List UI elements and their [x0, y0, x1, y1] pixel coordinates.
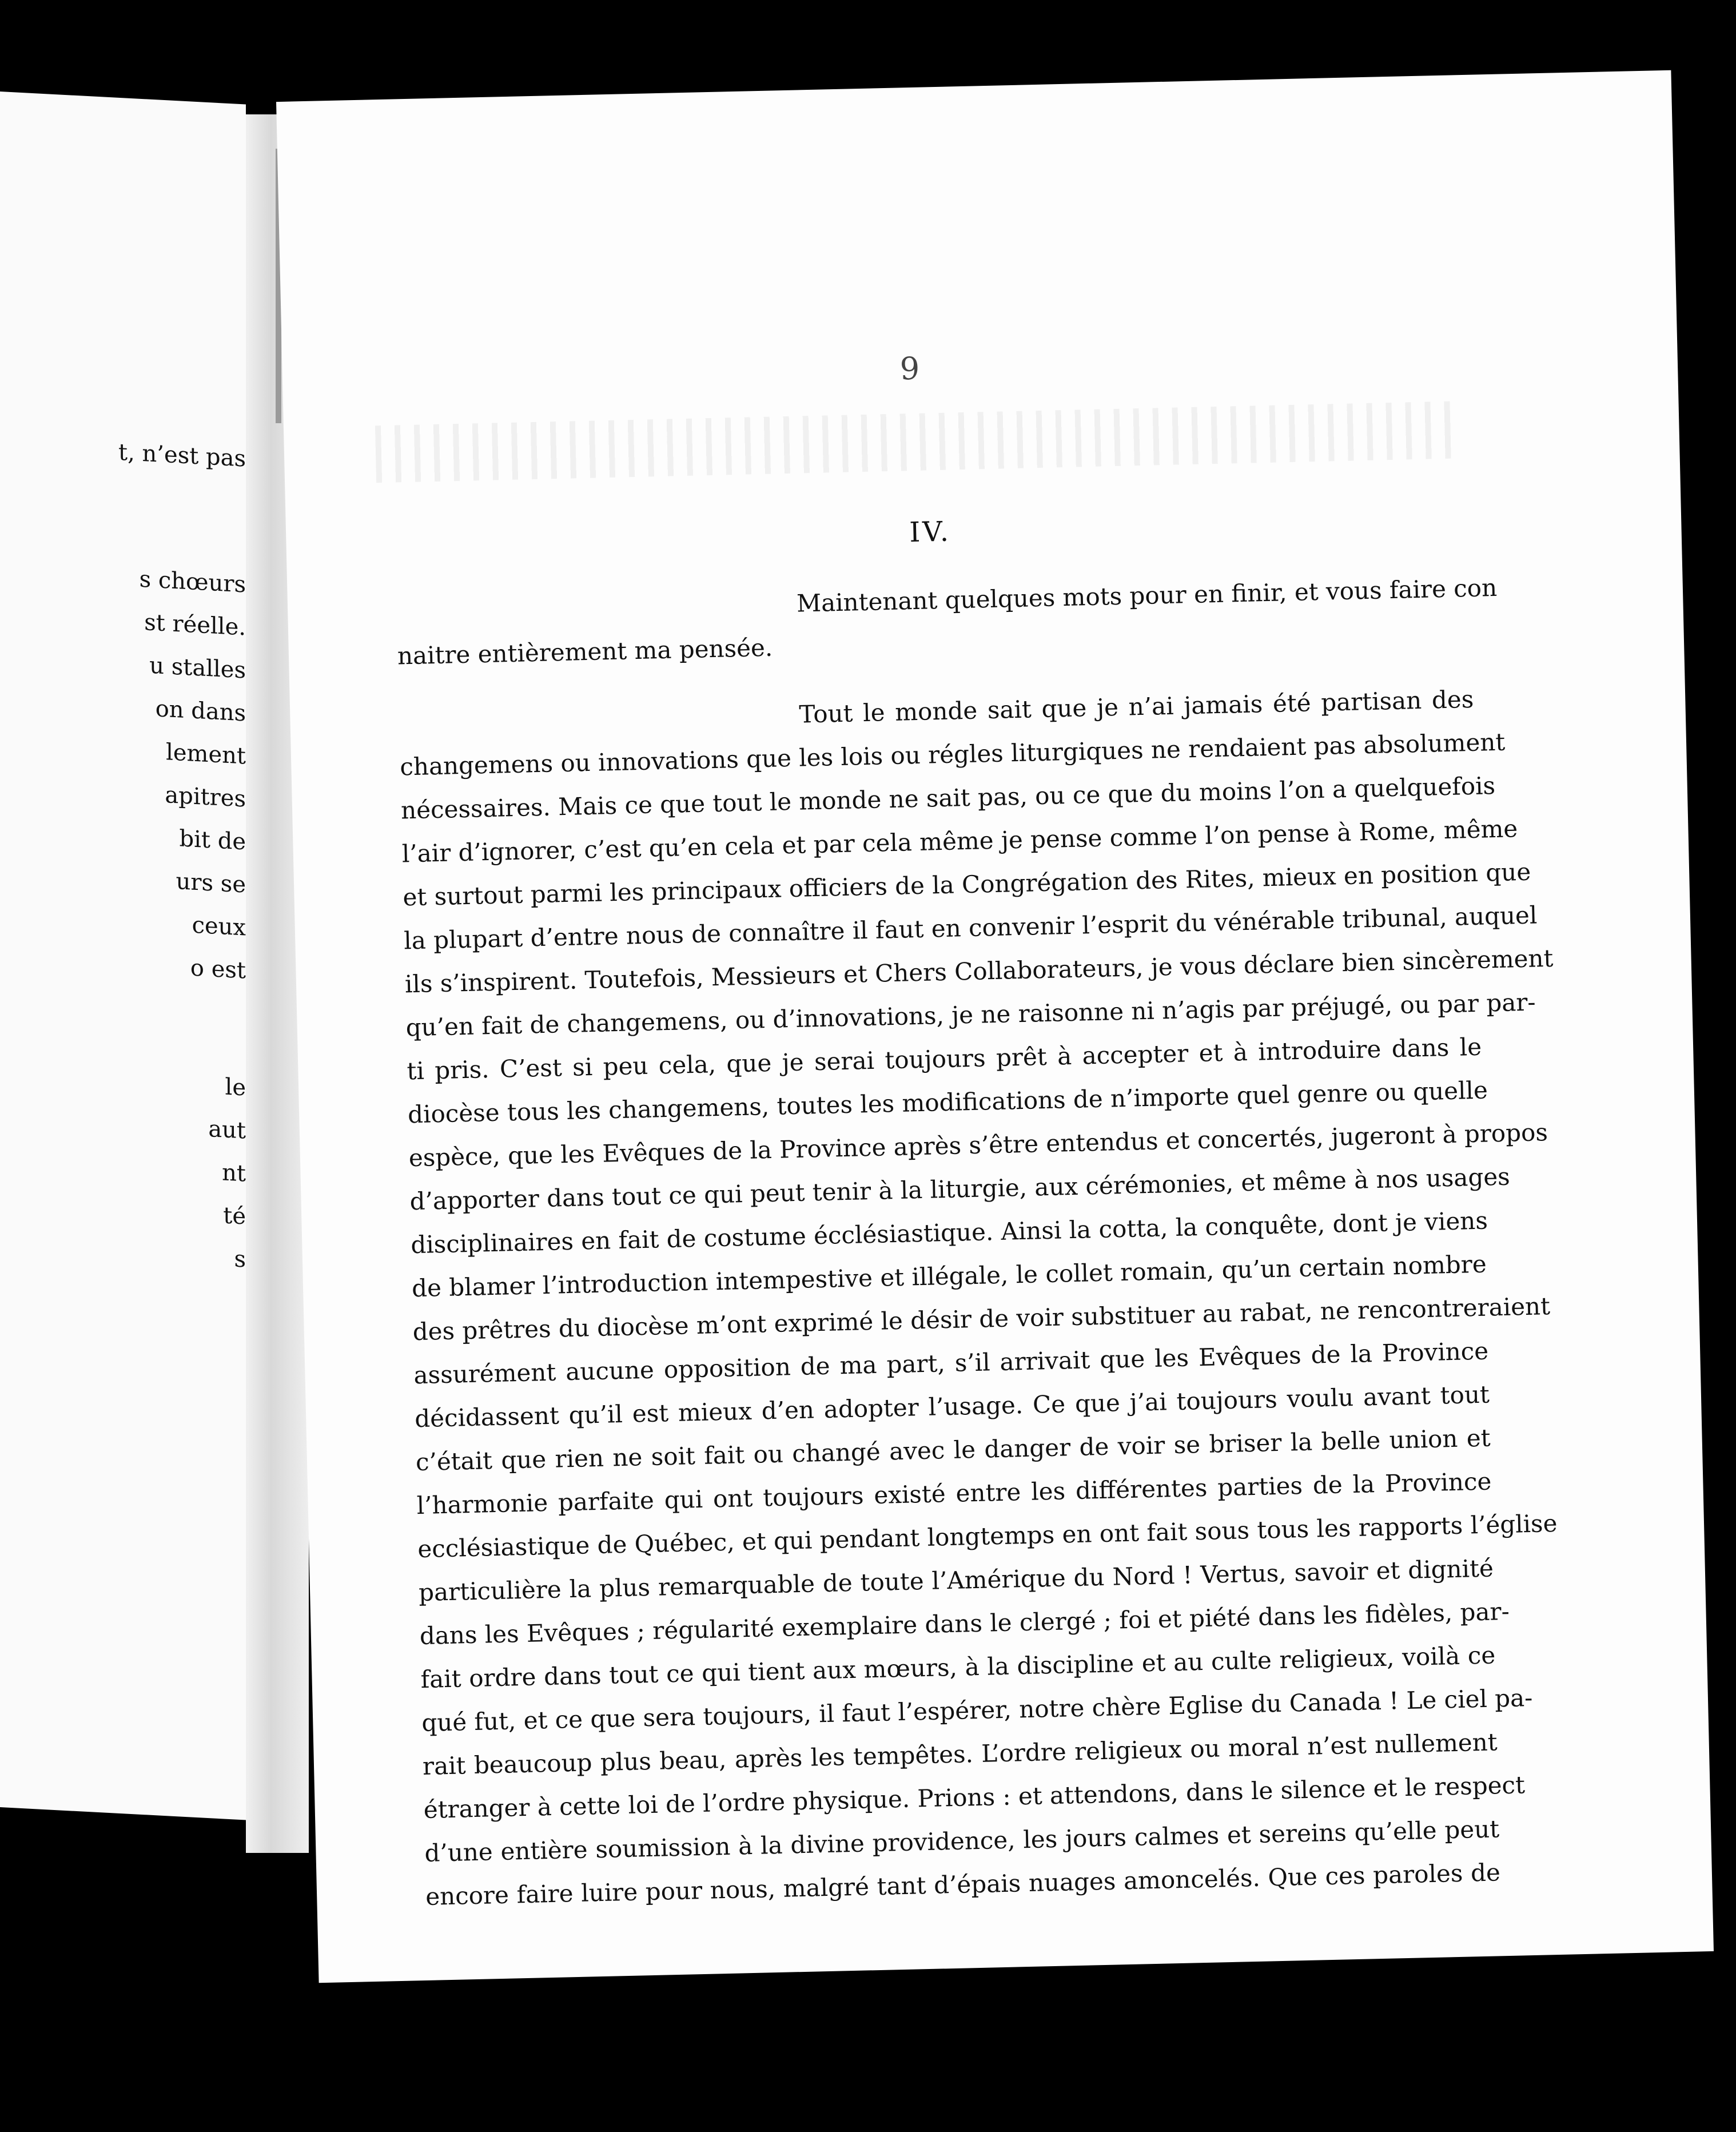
text-line: ils s’inspirent. Toutefois, Messieurs et Chers Collaborateurs, je vous déclare bien sincèrement: [404, 944, 1554, 999]
text-line: d’une entière soumission à la divine providence, les jours calmes et sereins qu’elle peut: [424, 1815, 1500, 1867]
text-line: étranger à cette loi de l’ordre physique. Prions : et attendons, dans le silence et le respect: [423, 1771, 1526, 1824]
text-line: encore faire luire pour nous, malgré tant d’épais nuages amoncelés. Que ces paroles de: [425, 1858, 1501, 1911]
document-page: [276, 70, 1714, 1983]
left-text-fragment: nt: [222, 1159, 246, 1187]
left-text-fragment: s chœurs: [139, 566, 246, 598]
text-line: changemens ou innovations que les lois ou régles liturgiques ne rendaient pas absolument: [399, 727, 1506, 781]
text-line: particulière la plus remarquable de toute l’Amérique du Nord ! Vertus, savoir et dignité: [418, 1554, 1494, 1607]
left-text-fragment: t, n’est pas: [118, 439, 246, 472]
paragraph: [396, 567, 1498, 678]
page-number: 9: [899, 350, 920, 387]
text-line: qu’en fait de changemens, ou d’innovations, je ne raisonne ni n’agis par préjugé, ou par par-: [405, 988, 1536, 1042]
paragraph: [399, 678, 1558, 1919]
text-line: disciplinaires en fait de costume écclésiastique. Ainsi la cotta, la conquête, dont je viens: [410, 1206, 1488, 1259]
left-text-fragment: o est: [190, 954, 246, 984]
left-text-fragment: on dans: [155, 695, 246, 727]
left-text-fragment: urs se: [176, 868, 246, 898]
section-heading: IV.: [909, 515, 951, 549]
text-line: l’harmonie parfaite qui ont toujours existé entre les différentes parties de la Province: [416, 1467, 1492, 1520]
text-line: l’air d’ignorer, c’est qu’en cela et par cela même je pense comme l’on pense à Rome, même: [401, 814, 1518, 868]
text-line: naitre entièrement ma pensée.: [397, 633, 773, 670]
text-line: c’était que rien ne soit fait ou changé avec le danger de voir se briser la belle union et: [415, 1423, 1491, 1477]
text-line: diocèse tous les changemens, toutes les modifications de n’importe quel genre ou quelle: [407, 1076, 1488, 1129]
left-text-fragment: s: [234, 1246, 246, 1273]
left-text-fragment: apitres: [165, 782, 246, 813]
text-line: rait beaucoup plus beau, après les tempêtes. L’ordre religieux ou moral n’est nullement: [422, 1728, 1498, 1781]
text-line: ti pris. C’est si peu cela, que je serai toujours prêt à accepter et à introduire dans le: [406, 1032, 1482, 1085]
previous-page-fragment: [0, 92, 246, 1820]
left-text-fragment: st réelle.: [144, 609, 246, 641]
text-line: assurément aucune opposition de ma part, s’il arrivait que les Evêques de la Province: [413, 1337, 1489, 1390]
text-line: fait ordre dans tout ce qui tient aux mœurs, à la discipline et au culte religieux, voilà ce: [420, 1641, 1496, 1694]
left-text-fragment: u stalles: [149, 652, 246, 684]
bleed-through-text: [375, 401, 1463, 483]
left-text-fragment: ceux: [192, 912, 246, 941]
text-line: la plupart d’entre nous de connaître il faut en convenir l’esprit du vénérable tribunal, auquel: [403, 901, 1538, 955]
text-line: des prêtres du diocèse m’ont exprimé le désir de voir substituer au rabat, ne rencontreraient: [412, 1292, 1551, 1346]
text-line: ecclésiastique de Québec, et qui pendant longtemps en ont fait sous tous les rapports l’église: [417, 1509, 1558, 1564]
left-text-fragment: le: [225, 1073, 246, 1101]
text-line: décidassent qu’il est mieux d’en adopter l’usage. Ce que j’ai toujours voulu avant tout: [414, 1380, 1490, 1433]
left-text-fragment: té: [223, 1202, 246, 1230]
text-line: espèce, que les Evêques de la Province après s’être entendus et concertés, jugeront à propos: [408, 1118, 1548, 1172]
text-line: de blamer l’introduction intempestive et illégale, le collet romain, qu’un certain nombre: [411, 1250, 1487, 1303]
left-text-fragment: lement: [166, 739, 246, 770]
body-text: [396, 567, 1558, 1943]
text-line: d’apporter dans tout ce qui peut tenir à la liturgie, aux cérémonies, et même à nos usages: [409, 1162, 1511, 1216]
text-line: qué fut, et ce que sera toujours, il faut l’espérer, notre chère Eglise du Canada ! Le ciel pa-: [421, 1683, 1533, 1737]
left-text-fragment: bit de: [179, 825, 246, 856]
text-line: et surtout parmi les principaux officiers de la Congrégation des Rites, mieux en position que: [403, 857, 1531, 912]
text-line: Tout le monde sait que je n’ai jamais été partisan des: [798, 685, 1474, 729]
left-text-fragment: aut: [208, 1116, 246, 1144]
text-line: nécessaires. Mais ce que tout le monde ne sait pas, ou ce que du moins l’on a quelquefois: [400, 771, 1496, 825]
text-line: Maintenant quelques mots pour en finir, et vous faire con: [796, 573, 1498, 618]
text-line: dans les Evêques ; régularité exemplaire dans le clergé ; foi et piété dans les fidèles, par-: [419, 1597, 1510, 1650]
